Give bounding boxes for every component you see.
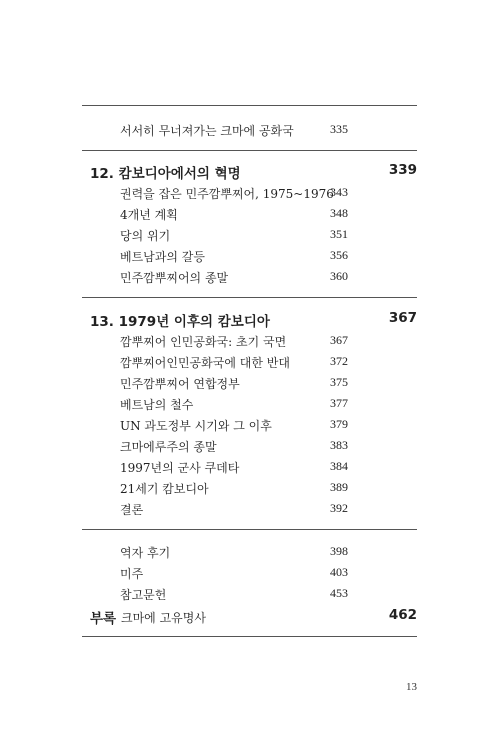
toc-entry-title: 결론 — [120, 503, 144, 517]
divider-before-back-matter — [82, 529, 417, 530]
toc-entry-title: 21세기 캄보디아 — [120, 482, 209, 496]
toc-entry-title: 민주깜뿌찌어 연합정부 — [120, 377, 240, 391]
toc-entry-title: 미주 — [120, 567, 144, 581]
toc-entry-title: 민주깜뿌찌어의 종말 — [120, 271, 229, 285]
chapter-13-page: 367 — [388, 310, 417, 326]
toc-entry-title: 깜뿌찌어 인민공화국: 초기 국면 — [120, 335, 287, 349]
toc-entry-page: 379 — [330, 417, 348, 431]
toc-entry-page: 348 — [330, 206, 348, 220]
toc-entry-page: 360 — [330, 269, 348, 283]
appendix-label: 부록 — [90, 611, 117, 627]
divider-before-chapter-13 — [82, 297, 417, 298]
toc-entry-page: 403 — [330, 565, 348, 579]
toc-entry-page: 389 — [330, 480, 348, 494]
toc-entry-title: 당의 위기 — [120, 229, 171, 243]
divider-before-chapter-12 — [82, 150, 417, 151]
toc-entry-page: 398 — [330, 544, 348, 558]
divider-bottom — [82, 636, 417, 637]
toc-entry-title: 권력을 잡은 민주깜뿌찌어, 1975~1976 — [120, 187, 334, 201]
page-number: 13 — [406, 681, 417, 693]
toc-entry-page: 367 — [330, 333, 348, 347]
toc-entry-title: 서서히 무너져가는 크마에 공화국 — [120, 124, 294, 138]
chapter-12-page: 339 — [388, 162, 417, 178]
appendix-page: 462 — [388, 607, 417, 623]
toc-entry-page: 383 — [330, 438, 348, 452]
divider-top — [82, 105, 417, 106]
toc-entry-title: UN 과도정부 시기와 그 이후 — [120, 419, 272, 433]
toc-entry-title: 크마에루주의 종말 — [120, 440, 217, 454]
toc-entry-title: 참고문헌 — [120, 588, 167, 602]
toc-entry-title: 깜뿌찌어인민공화국에 대한 반대 — [120, 356, 290, 370]
chapter-12-heading: 12. 캄보디아에서의 혁명 — [90, 166, 241, 182]
toc-entry-page: 377 — [330, 396, 348, 410]
toc-entry-page: 384 — [330, 459, 348, 473]
toc-entry-title: 4개년 계획 — [120, 208, 178, 222]
toc-entry-title: 역자 후기 — [120, 546, 171, 560]
toc-entry-title: 베트남과의 갈등 — [120, 250, 205, 264]
toc-entry-page: 372 — [330, 354, 348, 368]
toc-entry-page: 356 — [330, 248, 348, 262]
toc-entry-page: 335 — [330, 122, 348, 136]
toc-entry-page: 453 — [330, 586, 348, 600]
chapter-13-heading: 13. 1979년 이후의 캄보디아 — [90, 314, 270, 330]
appendix-title: 크마에 고유명사 — [121, 611, 206, 625]
toc-entry-title: 베트남의 철수 — [120, 398, 194, 412]
toc-entry-page: 343 — [330, 185, 348, 199]
toc-entry-page: 375 — [330, 375, 348, 389]
toc-entry-page: 392 — [330, 501, 348, 515]
toc-entry-title: 1997년의 군사 쿠데타 — [120, 461, 240, 475]
toc-entry-page: 351 — [330, 227, 348, 241]
